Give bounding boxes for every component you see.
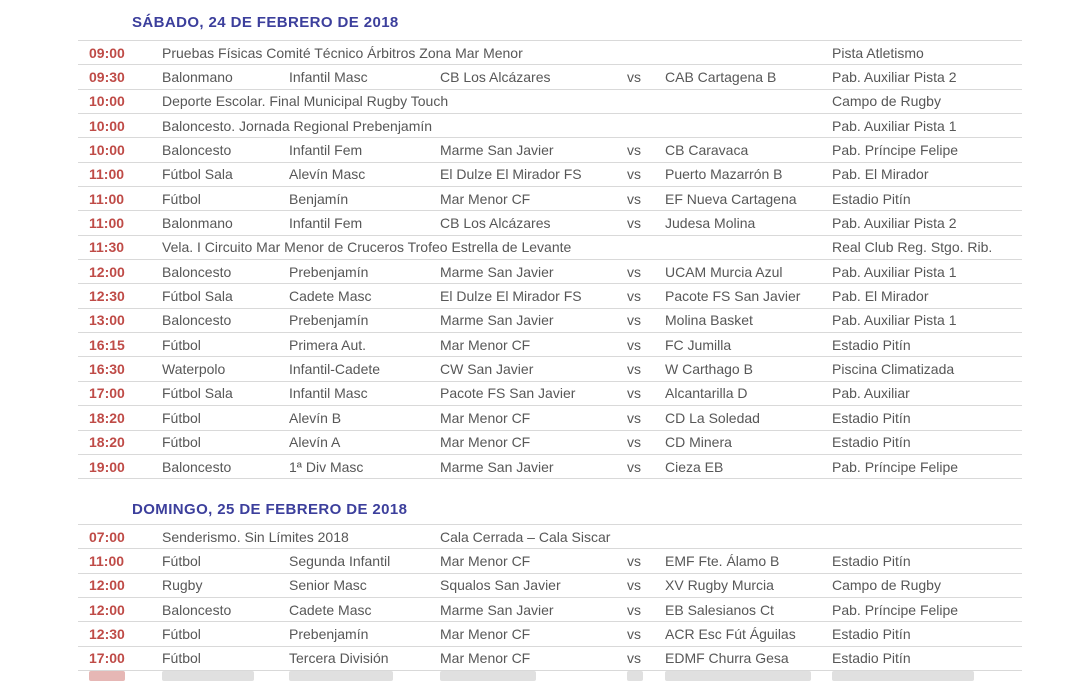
schedule-row: [78, 65, 1022, 89]
sunday-schedule-table: [78, 524, 1022, 671]
event-time: 10:00: [89, 142, 125, 159]
category-label: Cadete Masc: [289, 288, 372, 305]
schedule-row: [78, 90, 1022, 114]
vs-label: vs: [627, 361, 641, 378]
venue-label: Campo de Rugby: [832, 577, 941, 594]
event-time: 10:00: [89, 117, 125, 134]
vs-label: vs: [627, 336, 641, 353]
event-detail: Cala Cerrada – Cala Siscar: [440, 528, 611, 545]
category-label: 1ª Div Masc: [289, 458, 364, 475]
partial-text-smudge: [289, 671, 393, 681]
category-label: Infantil Fem: [289, 215, 363, 232]
venue-label: Pab. Auxiliar Pista 1: [832, 312, 957, 329]
category-label: Infantil-Cadete: [289, 361, 381, 378]
vs-label: vs: [627, 312, 641, 329]
vs-label: vs: [627, 601, 641, 618]
category-label: Prebenjamín: [289, 312, 369, 329]
away-team: EF Nueva Cartagena: [665, 190, 797, 207]
category-label: Tercera División: [289, 650, 389, 667]
venue-label: Campo de Rugby: [832, 93, 941, 110]
event-description: Senderismo. Sin Límites 2018: [162, 528, 349, 545]
away-team: EMF Fte. Álamo B: [665, 553, 780, 570]
vs-label: vs: [627, 166, 641, 183]
venue-label: Estadio Pitín: [832, 553, 911, 570]
partial-text-smudge: [665, 671, 811, 681]
category-label: Primera Aut.: [289, 336, 367, 353]
away-team: CD Minera: [665, 434, 732, 451]
venue-label: Estadio Pitín: [832, 190, 911, 207]
saturday-section-title: SÁBADO, 24 DE FEBRERO DE 2018: [132, 14, 399, 31]
home-team: Mar Menor CF: [440, 336, 531, 353]
away-team: Pacote FS San Javier: [665, 288, 801, 305]
sport-name: Fútbol: [162, 190, 201, 207]
vs-label: vs: [627, 434, 641, 451]
category-label: Cadete Masc: [289, 601, 372, 618]
sport-name: Fútbol Sala: [162, 385, 233, 402]
sport-name: Baloncesto: [162, 458, 232, 475]
home-team: Marme San Javier: [440, 142, 554, 159]
away-team: Molina Basket: [665, 312, 753, 329]
schedule-row: [78, 333, 1022, 357]
vs-label: vs: [627, 577, 641, 594]
event-time: 11:00: [89, 190, 125, 207]
sport-name: Baloncesto: [162, 142, 232, 159]
venue-label: Estadio Pitín: [832, 650, 911, 667]
event-time: 12:30: [89, 626, 125, 643]
home-team: CW San Javier: [440, 361, 534, 378]
sport-name: Fútbol: [162, 336, 201, 353]
home-team: CB Los Alcázares: [440, 215, 551, 232]
sport-name: Fútbol: [162, 650, 201, 667]
category-label: Infantil Masc: [289, 385, 368, 402]
schedule-row: [78, 647, 1022, 671]
event-time: 09:30: [89, 69, 125, 86]
home-team: Marme San Javier: [440, 312, 554, 329]
venue-label: Real Club Reg. Stgo. Rib.: [832, 239, 993, 256]
home-team: Marme San Javier: [440, 458, 554, 475]
home-team: Mar Menor CF: [440, 626, 531, 643]
schedule-row: [78, 431, 1022, 455]
category-label: Benjamín: [289, 190, 349, 207]
schedule-row: [78, 406, 1022, 430]
schedule-row: [78, 236, 1022, 260]
partial-text-smudge: [832, 671, 974, 681]
vs-label: vs: [627, 263, 641, 280]
home-team: Mar Menor CF: [440, 434, 531, 451]
home-team: Marme San Javier: [440, 263, 554, 280]
venue-label: Pab. Auxiliar Pista 1: [832, 263, 957, 280]
sport-name: Rugby: [162, 577, 203, 594]
partial-text-smudge: [162, 671, 254, 681]
category-label: Alevín B: [289, 409, 342, 426]
event-time: 12:00: [89, 263, 125, 280]
event-time: 12:30: [89, 288, 125, 305]
event-description: Deporte Escolar. Final Municipal Rugby Touch: [162, 93, 449, 110]
away-team: CAB Cartagena B: [665, 69, 777, 86]
schedule-row: [78, 549, 1022, 573]
event-description: Pruebas Físicas Comité Técnico Árbitros Zona Mar Menor: [162, 44, 523, 61]
home-team: Mar Menor CF: [440, 553, 531, 570]
sport-name: Waterpolo: [162, 361, 226, 378]
venue-label: Pab. Príncipe Felipe: [832, 142, 959, 159]
home-team: Mar Menor CF: [440, 409, 531, 426]
venue-label: Pab. Auxiliar Pista 2: [832, 69, 957, 86]
home-team: Squalos San Javier: [440, 577, 561, 594]
home-team: El Dulze El Mirador FS: [440, 166, 582, 183]
venue-label: Pab. El Mirador: [832, 166, 929, 183]
away-team: ACR Esc Fút Águilas: [665, 626, 796, 643]
category-label: Infantil Fem: [289, 142, 363, 159]
sport-name: Fútbol: [162, 626, 201, 643]
event-time: 19:00: [89, 458, 125, 475]
venue-label: Estadio Pitín: [832, 626, 911, 643]
event-description: Baloncesto. Jornada Regional Prebenjamín: [162, 117, 433, 134]
schedule-row: [78, 622, 1022, 646]
event-description: Vela. I Circuito Mar Menor de Cruceros Trofeo Estrella de Levante: [162, 239, 572, 256]
venue-label: Pab. El Mirador: [832, 288, 929, 305]
saturday-schedule-table: [78, 40, 1022, 479]
venue-label: Piscina Climatizada: [832, 361, 955, 378]
event-time: 11:30: [89, 239, 125, 256]
schedule-row: [78, 138, 1022, 162]
schedule-row: [78, 114, 1022, 138]
sport-name: Fútbol: [162, 434, 201, 451]
event-time: 16:15: [89, 336, 125, 353]
vs-label: vs: [627, 553, 641, 570]
category-label: Prebenjamín: [289, 263, 369, 280]
event-time: 13:00: [89, 312, 125, 329]
event-time: 09:00: [89, 44, 125, 61]
event-time: 11:00: [89, 215, 125, 232]
event-time: 18:20: [89, 409, 125, 426]
sport-name: Baloncesto: [162, 601, 232, 618]
sport-name: Balonmano: [162, 69, 233, 86]
schedule-row: [78, 309, 1022, 333]
schedule-row: [78, 455, 1022, 479]
schedule-row: [78, 284, 1022, 308]
vs-label: vs: [627, 215, 641, 232]
schedule-row: [78, 41, 1022, 65]
vs-label: vs: [627, 142, 641, 159]
venue-label: Pab. Auxiliar Pista 1: [832, 117, 957, 134]
sport-name: Balonmano: [162, 215, 233, 232]
partial-text-smudge: [89, 671, 125, 681]
home-team: El Dulze El Mirador FS: [440, 288, 582, 305]
sunday-section-title: DOMINGO, 25 DE FEBRERO DE 2018: [132, 501, 408, 518]
partial-text-smudge: [627, 671, 643, 681]
schedule-row: [78, 211, 1022, 235]
away-team: W Carthago B: [665, 361, 753, 378]
away-team: UCAM Murcia Azul: [665, 263, 783, 280]
event-time: 12:00: [89, 601, 125, 618]
venue-label: Pista Atletismo: [832, 44, 924, 61]
partial-text-smudge: [440, 671, 536, 681]
schedule-row: [78, 260, 1022, 284]
home-team: Pacote FS San Javier: [440, 385, 576, 402]
schedule-row: [78, 525, 1022, 549]
away-team: XV Rugby Murcia: [665, 577, 774, 594]
schedule-row: [78, 357, 1022, 381]
vs-label: vs: [627, 458, 641, 475]
category-label: Infantil Masc: [289, 69, 368, 86]
event-time: 16:30: [89, 361, 125, 378]
sport-name: Baloncesto: [162, 263, 232, 280]
event-time: 17:00: [89, 650, 125, 667]
vs-label: vs: [627, 650, 641, 667]
away-team: EB Salesianos Ct: [665, 601, 774, 618]
away-team: CD La Soledad: [665, 409, 760, 426]
category-label: Senior Masc: [289, 577, 367, 594]
sport-name: Fútbol Sala: [162, 288, 233, 305]
vs-label: vs: [627, 288, 641, 305]
event-time: 18:20: [89, 434, 125, 451]
venue-label: Pab. Auxiliar: [832, 385, 910, 402]
venue-label: Pab. Príncipe Felipe: [832, 458, 959, 475]
event-time: 11:00: [89, 553, 125, 570]
partial-next-row: [78, 670, 1022, 680]
away-team: FC Jumilla: [665, 336, 732, 353]
category-label: Segunda Infantil: [289, 553, 391, 570]
schedule-row: [78, 187, 1022, 211]
category-label: Alevín Masc: [289, 166, 366, 183]
away-team: Alcantarilla D: [665, 385, 748, 402]
away-team: Cieza EB: [665, 458, 724, 475]
schedule-row: [78, 382, 1022, 406]
venue-label: Estadio Pitín: [832, 336, 911, 353]
schedule-row: [78, 163, 1022, 187]
vs-label: vs: [627, 385, 641, 402]
sport-name: Fútbol: [162, 553, 201, 570]
venue-label: Estadio Pitín: [832, 409, 911, 426]
vs-label: vs: [627, 409, 641, 426]
home-team: Mar Menor CF: [440, 650, 531, 667]
venue-label: Pab. Auxiliar Pista 2: [832, 215, 957, 232]
event-time: 17:00: [89, 385, 125, 402]
category-label: Alevín A: [289, 434, 341, 451]
sport-name: Fútbol Sala: [162, 166, 233, 183]
home-team: CB Los Alcázares: [440, 69, 551, 86]
category-label: Prebenjamín: [289, 626, 369, 643]
venue-label: Pab. Príncipe Felipe: [832, 601, 959, 618]
event-time: 10:00: [89, 93, 125, 110]
schedule-row: [78, 598, 1022, 622]
away-team: Puerto Mazarrón B: [665, 166, 783, 183]
vs-label: vs: [627, 190, 641, 207]
home-team: Marme San Javier: [440, 601, 554, 618]
sport-name: Fútbol: [162, 409, 201, 426]
home-team: Mar Menor CF: [440, 190, 531, 207]
event-time: 11:00: [89, 166, 125, 183]
event-time: 12:00: [89, 577, 125, 594]
event-time: 07:00: [89, 528, 125, 545]
away-team: CB Caravaca: [665, 142, 749, 159]
schedule-row: [78, 574, 1022, 598]
vs-label: vs: [627, 626, 641, 643]
away-team: EDMF Churra Gesa: [665, 650, 789, 667]
away-team: Judesa Molina: [665, 215, 756, 232]
vs-label: vs: [627, 69, 641, 86]
venue-label: Estadio Pitín: [832, 434, 911, 451]
sport-name: Baloncesto: [162, 312, 232, 329]
